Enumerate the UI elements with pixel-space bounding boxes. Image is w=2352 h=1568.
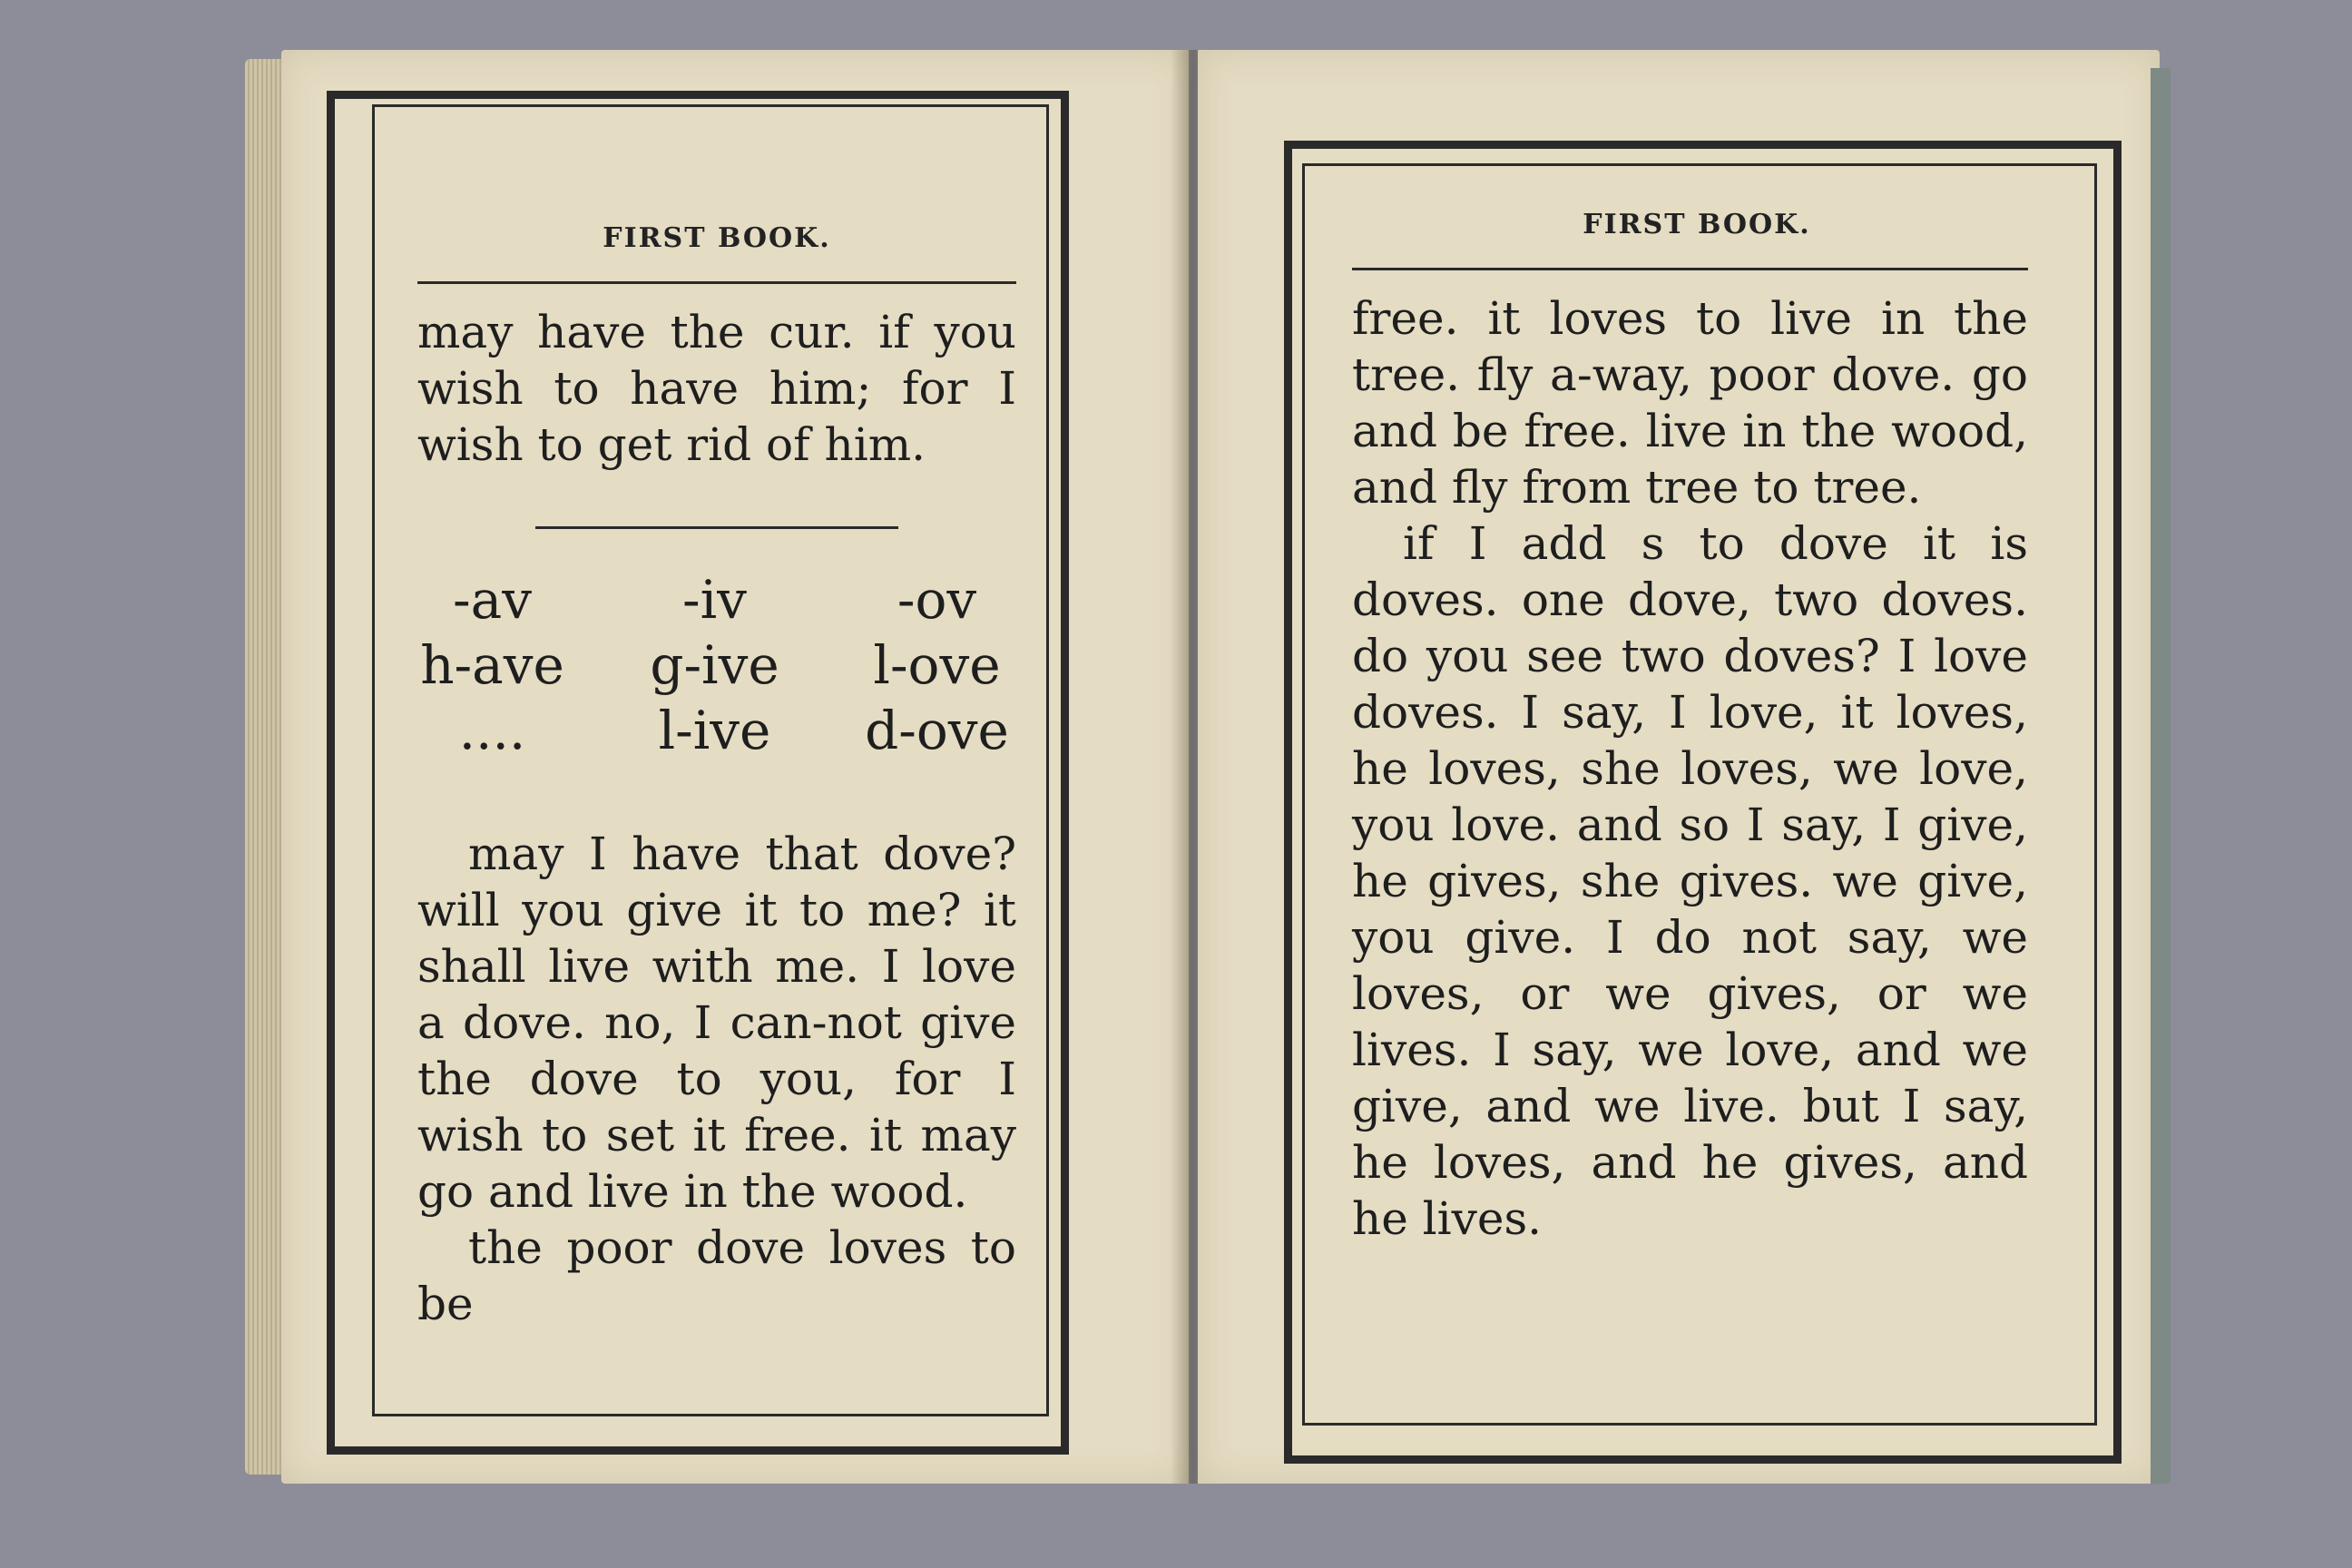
phonics-cell: h-ave <box>420 634 564 696</box>
phonics-cell: -ov <box>897 569 977 631</box>
phonics-cell: -av <box>453 569 532 631</box>
right-header-rule <box>1352 268 2028 270</box>
left-top-paragraph <box>417 304 1016 473</box>
right-page <box>1198 50 2160 1484</box>
phonics-row <box>381 567 1053 632</box>
phonics-cell: l-ive <box>658 700 771 761</box>
left-header-rule <box>417 281 1016 284</box>
phonics-cell: l-ove <box>873 634 1001 696</box>
phonics-table <box>381 567 1053 763</box>
phonics-cell: .... <box>458 700 526 761</box>
left-paragraph-1: may I have that dove? will you give it to me? it shall live with me. I love a dove. no, I can-not give the dove to you, for I wish to set it free. it may go and live in the wood. <box>417 828 1016 1218</box>
left-paragraph-2: the poor dove loves to be <box>417 1221 1016 1330</box>
open-book <box>245 50 2169 1488</box>
book-cover-edge <box>2151 68 2171 1484</box>
phonics-cell: d-ove <box>865 700 1009 761</box>
right-page-header: FIRST BOOK. <box>1583 209 1811 240</box>
left-page-header: FIRST BOOK. <box>603 222 831 254</box>
right-paragraph-2: if I add s to dove it is doves. one dove, two doves. do you see two doves? I love doves. I say, I love, it loves, he loves, she loves, we love, you love. and so I say, I give, he gives, she gives. we give, you give. I do not say, we loves, or we gives, or we lives. I say, we love, and we give, and we live. but I say, he loves, and he gives, and he lives. <box>1352 517 2028 1245</box>
right-body-text <box>1352 290 2028 1247</box>
phonics-cell: g-ive <box>650 634 779 696</box>
phonics-row <box>381 632 1053 698</box>
left-page <box>281 50 1189 1484</box>
left-top-paragraph-text: may have the cur. if you wish to have him; for I wish to get rid of him. <box>417 306 1016 471</box>
phonics-row <box>381 698 1053 763</box>
left-section-rule <box>535 526 898 529</box>
left-body-text <box>417 826 1016 1332</box>
phonics-cell: -iv <box>682 569 747 631</box>
right-paragraph-1: free. it loves to live in the tree. fly a-way, poor dove. go and be free. live in the wood, and fly from tree to tree. <box>1352 292 2028 514</box>
